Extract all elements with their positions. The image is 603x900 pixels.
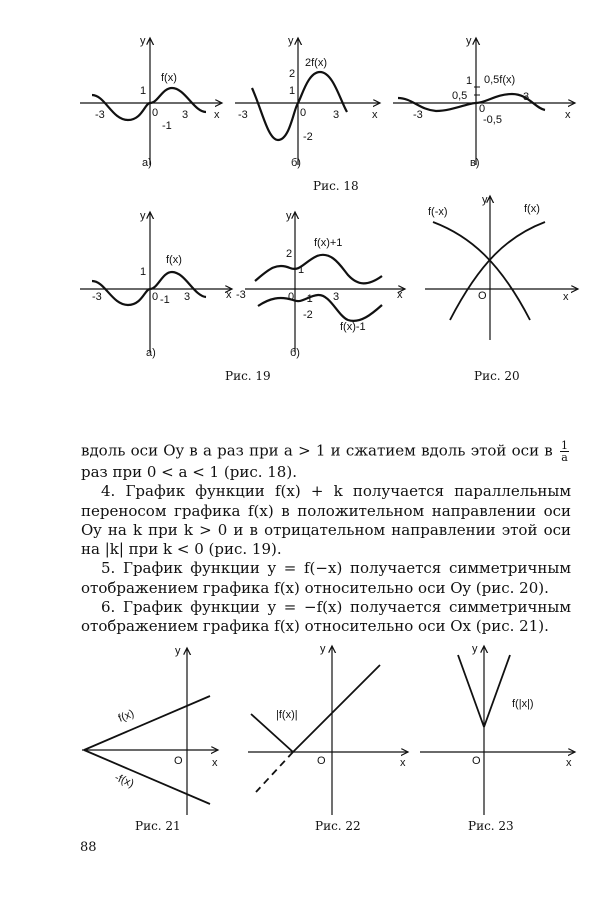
fig19b-x-label: x <box>397 289 403 301</box>
fraction-denominator: a <box>561 451 568 464</box>
fig18b-f-label: 2f(x) <box>305 57 327 69</box>
fig19b-y-label: y <box>286 210 292 222</box>
fig18b-y-label: y <box>288 35 294 47</box>
fig21-line-fneg <box>84 750 210 804</box>
fig20-caption: Рис. 20 <box>474 369 520 383</box>
fig18a-y-label: y <box>140 35 146 47</box>
fig19b-p3: 3 <box>333 291 340 303</box>
fig19a-zero: 0 <box>152 291 159 303</box>
fig19b-m2: -2 <box>303 309 313 321</box>
fig23-line-right <box>484 655 510 727</box>
fig18b-curve <box>252 72 347 140</box>
fig20-y-label: y <box>482 194 488 206</box>
fig23-f-label: f(|x|) <box>512 698 534 710</box>
fig19a-m3: -3 <box>92 291 102 303</box>
fig18v-one: 1 <box>466 75 473 87</box>
fig19b-sub: б) <box>290 347 300 359</box>
fig21-zero: O <box>174 755 183 767</box>
fig18v-x-label: x <box>565 109 571 121</box>
page-number: 88 <box>80 840 97 855</box>
fig18v-m3: -3 <box>413 109 423 121</box>
fig18a-sub: а) <box>142 157 152 169</box>
fig18v-graph <box>393 38 575 165</box>
paragraph-3-continued <box>81 440 571 482</box>
fig18a-m1: -1 <box>162 120 172 132</box>
fig18v-sub: в) <box>470 157 480 169</box>
fig19b-one: 1 <box>298 264 305 276</box>
fig18b-x-label: x <box>372 109 378 121</box>
fig18a-zero: 0 <box>152 107 159 119</box>
fig21-x-label: x <box>212 757 218 769</box>
fig18v-y-label: y <box>466 35 472 47</box>
fig21-fneg-label: -f(x) <box>112 771 136 791</box>
paragraph-5: 5. График функции y = f(−x) получается симметричным отображением графика f(x) относительно оси Oy (рис. 20). <box>81 559 571 597</box>
fig22-zero: O <box>317 755 326 767</box>
fraction-one-over-a <box>560 440 569 463</box>
fig23-caption: Рис. 23 <box>468 819 514 833</box>
fig22-f-label: |f(x)| <box>276 709 298 721</box>
fig19b-two: 2 <box>286 248 293 260</box>
fig18b-m3: -3 <box>238 109 248 121</box>
fig18a-curve <box>92 88 206 120</box>
fig20-x-label: x <box>563 291 569 303</box>
fig20-curve-f <box>450 222 545 320</box>
fig21-y-label: y <box>175 645 181 657</box>
fig19b-curve-plus <box>255 255 382 284</box>
fig22-caption: Рис. 22 <box>315 819 361 833</box>
fig20-f-label: f(x) <box>524 203 540 215</box>
fig18b-one: 1 <box>289 85 296 97</box>
fig18v-zero: 0 <box>479 103 486 115</box>
fig18a-f-label: f(x) <box>161 72 177 84</box>
fig19-caption: Рис. 19 <box>225 369 271 383</box>
fig21-line-f <box>84 696 210 750</box>
fig18v-f-label: 0,5f(x) <box>484 74 516 86</box>
fig20-zero: O <box>478 290 487 302</box>
fig23-y-label: y <box>472 643 478 655</box>
fig23-zero: O <box>472 755 481 767</box>
fig22-y-label: y <box>320 643 326 655</box>
fig19b-m1: -1 <box>303 293 313 305</box>
p1-part-a: вдоль оси Oy в a раз при a > 1 и сжатием вдоль этой оси в <box>81 441 553 460</box>
paragraph-4: 4. График функции f(x) + k получается параллельным переносом графика f(x) в положительном направлении оси Oy на k при k > 0 и в отрицательном направлении этой оси на |k| при k < 0 (рис. 19). <box>81 482 571 559</box>
fig20-graph <box>425 196 578 340</box>
fig22-graph <box>248 646 408 815</box>
fig19a-sub: а) <box>146 347 156 359</box>
fig23-graph <box>420 646 575 815</box>
fig19a-f-label: f(x) <box>166 254 182 266</box>
fig19b-curve-minus <box>258 295 382 321</box>
fig19b-fminus-label: f(x)-1 <box>340 321 366 333</box>
paragraph-6: 6. График функции y = −f(x) получается симметричным отображением графика f(x) относительно оси Ox (рис. 21). <box>81 598 571 636</box>
fig19a-y-label: y <box>140 210 146 222</box>
fig23-x-label: x <box>566 757 572 769</box>
fig19b-zero: 0 <box>288 291 295 303</box>
body-text <box>81 440 571 637</box>
fig19a-x-label: x <box>226 289 232 301</box>
fig21-caption: Рис. 21 <box>135 819 181 833</box>
fig19b-fplus-label: f(x)+1 <box>314 237 343 249</box>
fig22-line-right <box>293 665 380 752</box>
fig19a-graph <box>80 212 232 352</box>
fig23-line-left <box>458 655 484 727</box>
fig18a-graph <box>80 38 222 165</box>
fig18v-p3: 3 <box>523 91 530 103</box>
fig20-fneg-label: f(-x) <box>428 206 448 218</box>
fig19a-m1: -1 <box>160 294 170 306</box>
fig21-f-label: f(x) <box>116 707 136 725</box>
fig22-x-label: x <box>400 757 406 769</box>
fig18a-one: 1 <box>140 85 147 97</box>
fig18v-half: 0,5 <box>452 90 468 102</box>
fraction-numerator: 1 <box>561 439 568 452</box>
fig19a-one: 1 <box>140 266 147 278</box>
fig18v-mhalf: -0,5 <box>483 114 502 126</box>
fig19b-graph <box>245 212 405 352</box>
fig18a-x-label: x <box>214 109 220 121</box>
fig18a-m3: -3 <box>95 109 105 121</box>
fig22-line-dashed <box>256 752 293 792</box>
fig19b-m3: -3 <box>236 289 246 301</box>
fig21-graph <box>82 648 218 815</box>
fig18b-zero: 0 <box>300 107 307 119</box>
fig18-caption: Рис. 18 <box>313 179 359 193</box>
p1-part-b: раз при 0 < a < 1 (рис. 18). <box>81 463 297 481</box>
fig18a-p3: 3 <box>182 109 189 121</box>
fig18b-p3: 3 <box>333 109 340 121</box>
fig18b-m2: -2 <box>303 131 313 143</box>
fig18b-sub: б) <box>291 157 301 169</box>
fig18b-two: 2 <box>289 68 296 80</box>
fig19a-p3: 3 <box>184 291 191 303</box>
